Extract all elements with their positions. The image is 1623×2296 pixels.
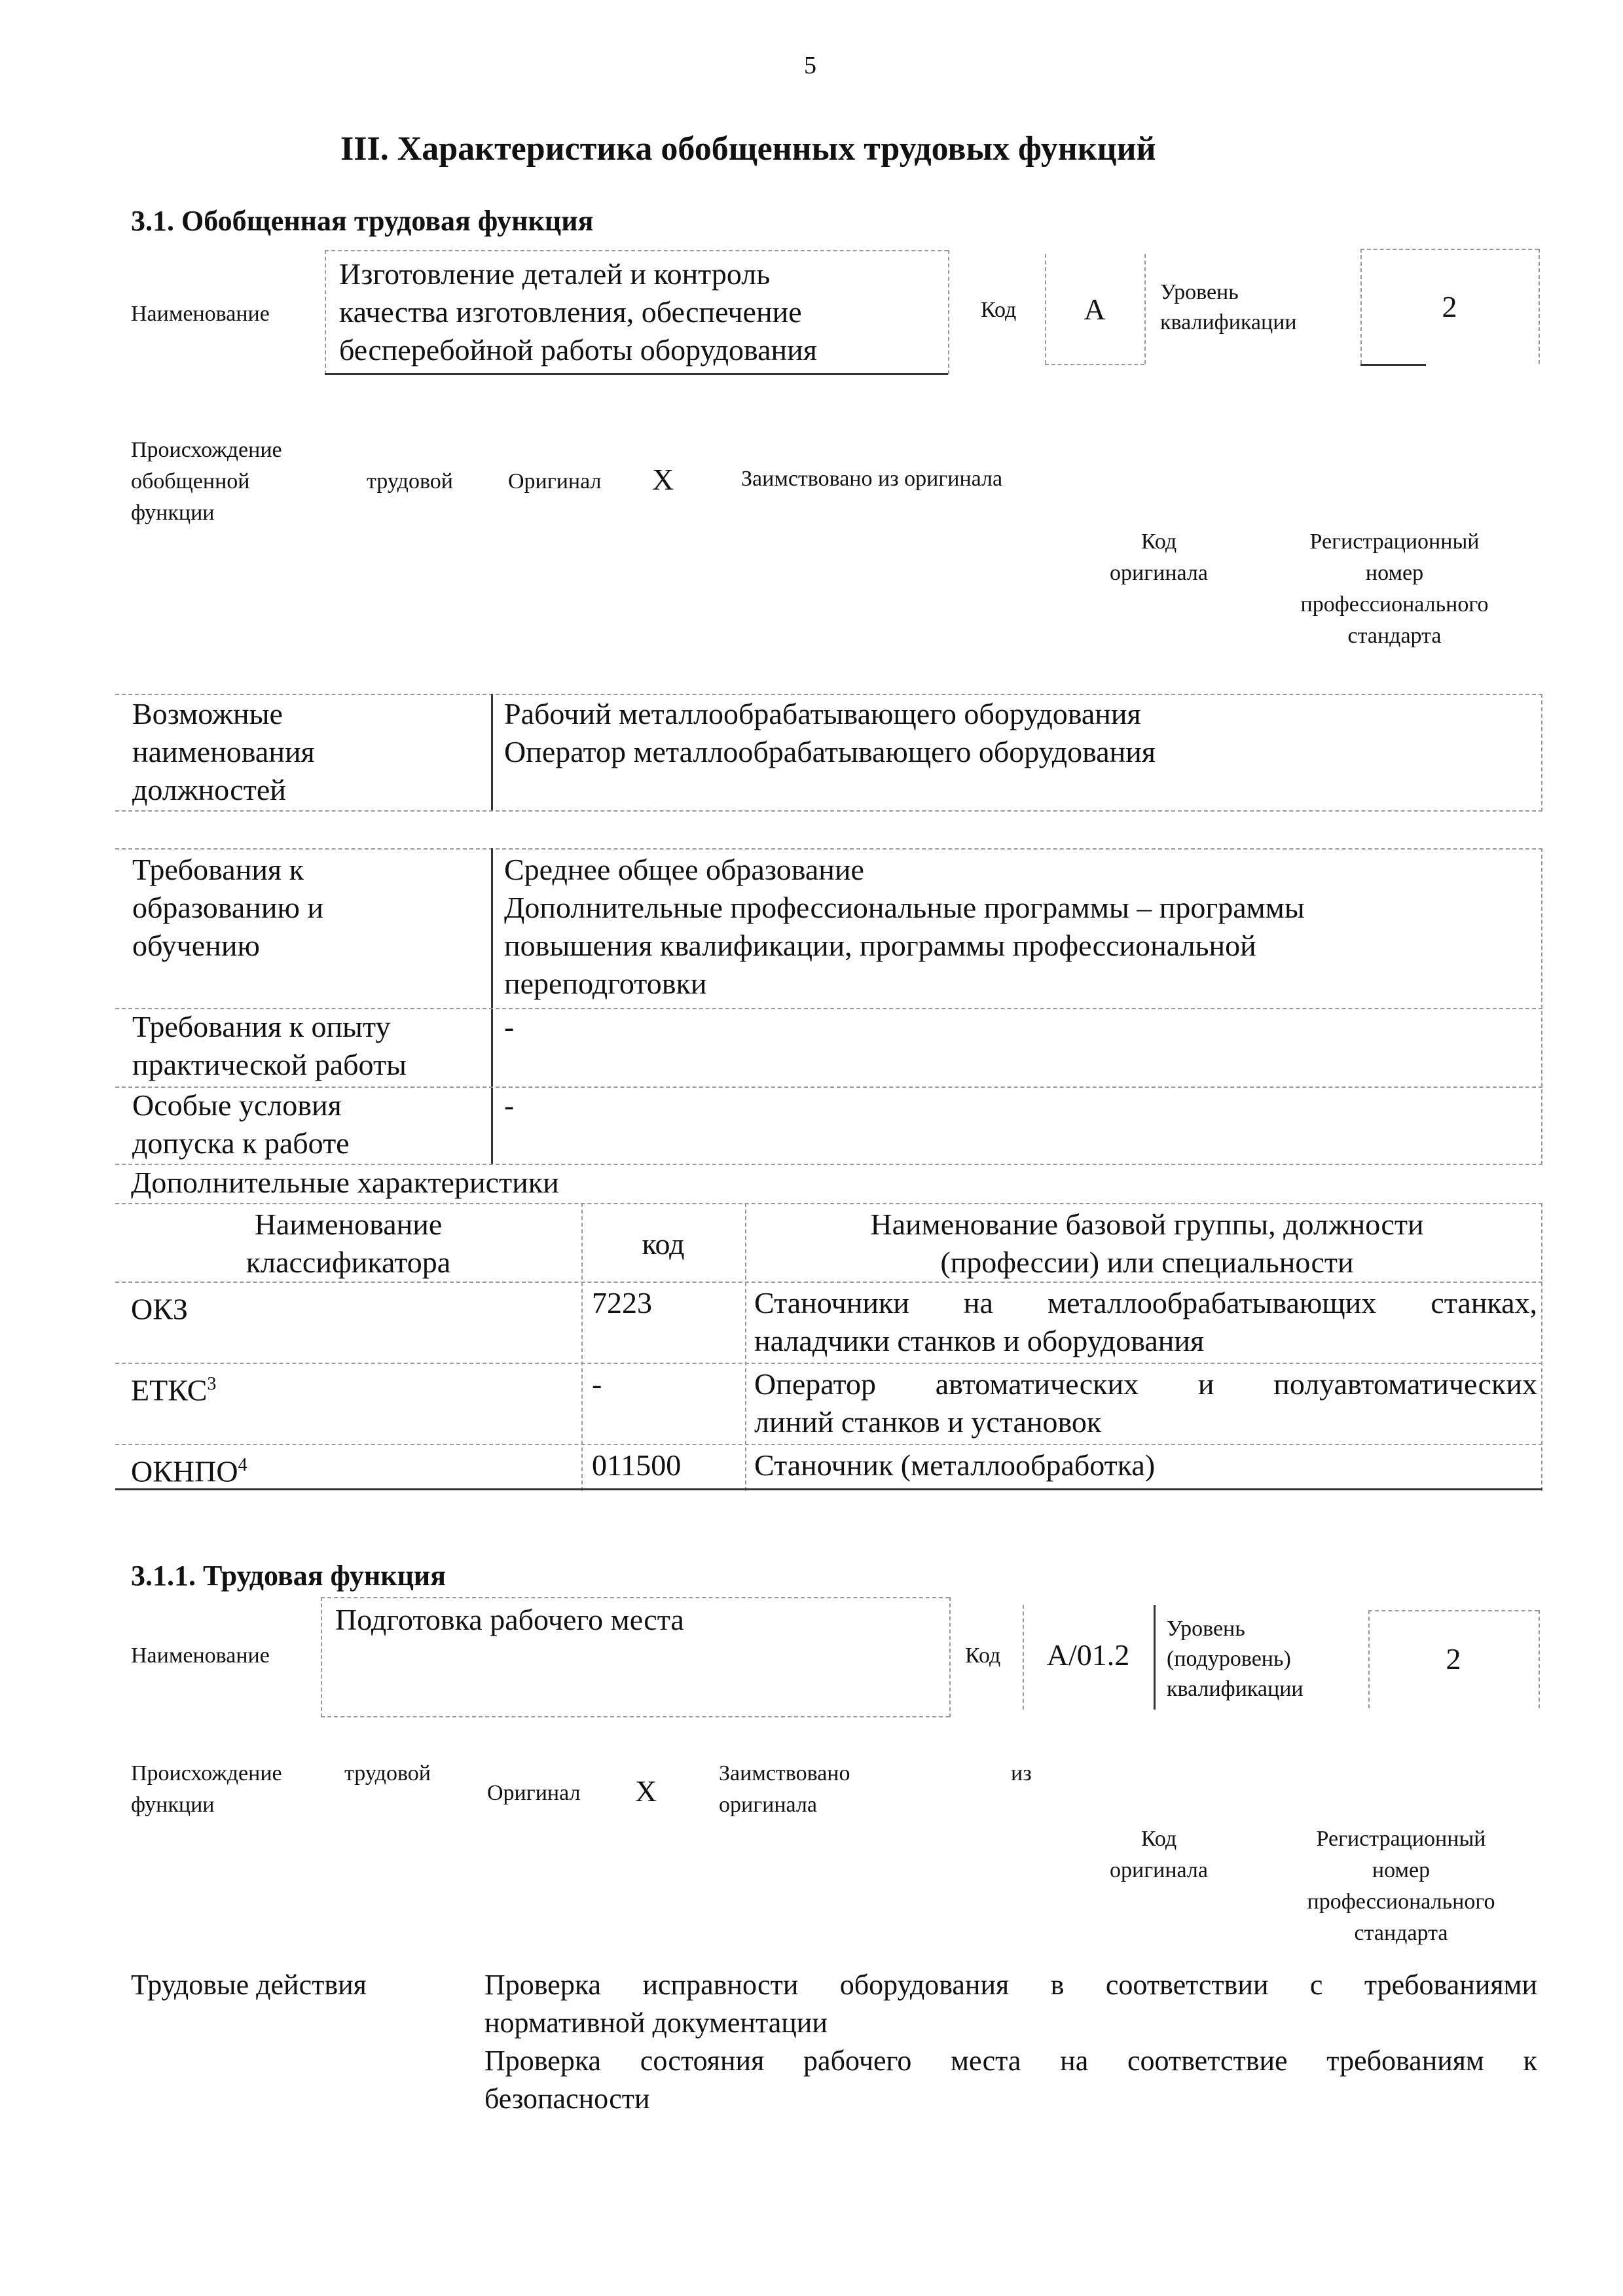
gtf-req-right bbox=[1541, 848, 1542, 1165]
gtf-code-box-bottom bbox=[1045, 364, 1144, 365]
gtf-name-label: Наименование bbox=[131, 302, 270, 326]
tf-name-frame-right bbox=[949, 1597, 951, 1717]
tf-action-line1: Проверка исправности оборудования в соответствии с требованиями bbox=[484, 1969, 1537, 2001]
gtf-origin-label-line3: функции bbox=[131, 501, 215, 525]
gtf-level-box-top bbox=[1360, 249, 1539, 250]
tf-origin-label-line1b: трудовой bbox=[344, 1761, 431, 1785]
gtf-level-box-bottom bbox=[1360, 364, 1426, 366]
additional-col2-header: код bbox=[642, 1227, 685, 1261]
gtf-education-line4: переподготовки bbox=[504, 967, 707, 1000]
additional-header-rule bbox=[115, 1282, 1542, 1283]
tf-original-mark: X bbox=[635, 1774, 657, 1808]
classifier-title-line1: Станочники на металлообрабатывающих станках, bbox=[754, 1286, 1537, 1319]
tf-level-label: Уровень (подуровень) квалификации bbox=[1167, 1617, 1304, 1701]
tf-actions-label: Трудовые действия bbox=[131, 1969, 367, 2001]
additional-bottom-rule bbox=[115, 1488, 1542, 1490]
tf-borrowed-label: Заимствовано оригинала bbox=[719, 1761, 850, 1817]
classifier-title-line1: Оператор автоматических и полуавтоматических bbox=[754, 1367, 1537, 1401]
gtf-positions-label: Возможные наименования должностей bbox=[132, 697, 315, 806]
gtf-level-label: Уровень квалификации bbox=[1160, 280, 1297, 334]
classifier-name: ЕТКС$^3$ bbox=[131, 1373, 217, 1407]
additional-col1-header: Наименование классификатора bbox=[246, 1208, 451, 1279]
gtf-name-frame-top bbox=[325, 250, 948, 251]
gtf-origin-label-line1: Происхождение bbox=[131, 438, 282, 462]
additional-title: Дополнительные характеристики bbox=[131, 1166, 559, 1199]
classifier-title-line1: Станочник (металлообработка) bbox=[754, 1448, 1156, 1482]
gtf-origin-label-line2: обобщенной bbox=[131, 469, 250, 493]
classifier-code: 011500 bbox=[592, 1448, 682, 1482]
tf-action-line2: нормативной документации bbox=[484, 2007, 828, 2039]
gtf-name-frame-right bbox=[948, 250, 949, 374]
additional-right bbox=[1541, 1203, 1542, 1491]
section-title: III. Характеристика обобщенных трудовых функций bbox=[340, 130, 1156, 168]
tf-reg-number-label: Регистрационный номер профессионального стандарта bbox=[1307, 1827, 1495, 1945]
tf-name-value: Подготовка рабочего места bbox=[335, 1603, 684, 1636]
gtf-level-box-right bbox=[1539, 249, 1540, 364]
gtf-borrowed-label: Заимствовано из оригинала bbox=[741, 467, 1003, 491]
gtf-name-frame-left bbox=[325, 250, 326, 374]
classifier-title-line2: наладчики станков и оборудования bbox=[754, 1324, 1205, 1357]
additional-top-rule bbox=[115, 1203, 1542, 1204]
tf-code-value: А/01.2 bbox=[1046, 1638, 1130, 1672]
gtf-education-line3: повышения квалификации, программы профессиональной bbox=[504, 929, 1256, 962]
gtf-education-line2: Дополнительные профессиональные программы – программы bbox=[504, 891, 1305, 924]
tf-origin-label-line1: Происхождение bbox=[131, 1761, 282, 1785]
gtf-experience-label: Требования к опыту практической работы bbox=[132, 1010, 407, 1081]
gtf-positions-right bbox=[1541, 694, 1542, 812]
tf-code-label: Код bbox=[965, 1643, 1001, 1668]
gtf-code-value: А bbox=[1084, 293, 1106, 326]
classifier-name: ОКНПО$^4$ bbox=[131, 1454, 247, 1488]
tf-action-line1: Проверка состояния рабочего места на соответствие требованиям к bbox=[484, 2045, 1537, 2077]
tf-heading: 3.1.1. Трудовая функция bbox=[131, 1560, 447, 1592]
gtf-name-frame-bottom bbox=[325, 373, 948, 375]
gtf-education-line1: Среднее общее образование bbox=[504, 853, 864, 886]
gtf-req-divider bbox=[491, 848, 493, 1165]
classifier-code: - bbox=[592, 1367, 602, 1401]
gtf-special-value: - bbox=[504, 1088, 515, 1122]
tf-origin-label-line2: функции bbox=[131, 1793, 215, 1817]
tf-action-line2: безопасности bbox=[484, 2083, 650, 2115]
tf-level-box-top bbox=[1368, 1610, 1539, 1611]
additional-col2-divider bbox=[745, 1203, 746, 1491]
classifier-code: 7223 bbox=[592, 1286, 652, 1319]
tf-name-frame-bottom bbox=[321, 1716, 949, 1717]
gtf-positions-value: Рабочий металлообрабатывающего оборудования Оператор металлообрабатывающего оборудования bbox=[504, 697, 1156, 768]
gtf-heading: 3.1. Обобщенная трудовая функция bbox=[131, 205, 594, 237]
classifier-name: ОКЗ bbox=[131, 1292, 188, 1326]
gtf-orig-code-label: Код оригинала bbox=[1110, 529, 1208, 585]
tf-name-label: Наименование bbox=[131, 1643, 270, 1668]
gtf-education-label: Требования к образованию и обучению bbox=[132, 853, 323, 962]
additional-row-rule-2 bbox=[115, 1444, 1542, 1445]
gtf-name-value: Изготовление деталей и контроль качества изготовления, обеспечение бесперебойной работы оборудования bbox=[339, 257, 817, 367]
tf-original-label: Оригинал bbox=[487, 1781, 581, 1805]
page-number: 5 bbox=[804, 52, 816, 79]
gtf-positions-bottom-rule bbox=[115, 810, 1542, 812]
gtf-code-box-right bbox=[1144, 254, 1146, 364]
tf-name-frame-left bbox=[321, 1597, 322, 1717]
additional-row-rule-1 bbox=[115, 1363, 1542, 1364]
tf-level-box-right bbox=[1539, 1610, 1540, 1708]
gtf-experience-value: - bbox=[504, 1010, 515, 1043]
gtf-code-label: Код bbox=[981, 298, 1017, 322]
tf-code-box-right bbox=[1154, 1605, 1156, 1710]
gtf-level-value: 2 bbox=[1442, 290, 1457, 323]
tf-name-frame-top bbox=[321, 1597, 949, 1598]
gtf-positions-divider bbox=[491, 694, 493, 812]
gtf-req-top-rule bbox=[115, 848, 1542, 850]
tf-borrowed-from: из bbox=[1011, 1761, 1032, 1785]
gtf-reg-number-label: Регистрационный номер профессионального стандарта bbox=[1300, 529, 1489, 648]
additional-col3-header: Наименование базовой группы, должности (профессии) или специальности bbox=[870, 1208, 1424, 1279]
classifier-title-line2: линий станков и установок bbox=[754, 1405, 1102, 1439]
tf-orig-code-label: Код оригинала bbox=[1110, 1827, 1208, 1882]
gtf-origin-label-line2b: трудовой bbox=[367, 469, 453, 493]
gtf-special-label: Особые условия допуска к работе bbox=[132, 1088, 350, 1160]
gtf-original-mark: X bbox=[652, 463, 674, 496]
gtf-original-label: Оригинал bbox=[508, 469, 602, 493]
tf-level-value: 2 bbox=[1446, 1642, 1461, 1676]
